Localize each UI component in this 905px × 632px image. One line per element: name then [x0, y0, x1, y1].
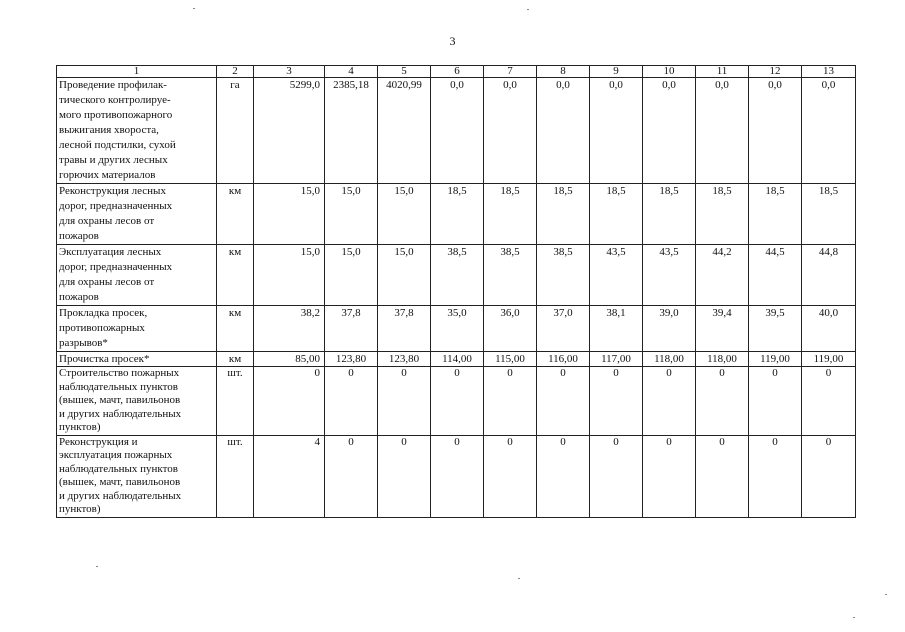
value-cell: 0	[696, 435, 749, 517]
measure-unit: км	[217, 352, 254, 367]
value-cell: 117,00	[590, 352, 643, 367]
value-cell: 4	[254, 435, 325, 517]
value-cell: 18,5	[696, 184, 749, 245]
column-header-3: 3	[254, 66, 325, 78]
table-row	[57, 352, 856, 367]
value-cell: 0	[484, 367, 537, 436]
column-header-8: 8	[537, 66, 590, 78]
value-cell: 0	[325, 367, 378, 436]
value-cell: 0,0	[590, 78, 643, 184]
value-cell: 0	[378, 435, 431, 517]
value-cell: 15,0	[325, 245, 378, 306]
value-cell: 0	[254, 367, 325, 436]
column-header-1: 1	[57, 66, 217, 78]
measure-name: Прокладка просек, противопожарных разрывов*	[57, 306, 217, 352]
page-number: 3	[449, 34, 456, 48]
value-cell: 4020,99	[378, 78, 431, 184]
column-header-7: 7	[484, 66, 537, 78]
value-cell: 0	[749, 435, 802, 517]
value-cell: 18,5	[431, 184, 484, 245]
measure-unit: га	[217, 78, 254, 184]
value-cell: 0,0	[431, 78, 484, 184]
value-cell: 0,0	[643, 78, 696, 184]
value-cell: 0,0	[484, 78, 537, 184]
value-cell: 0	[802, 367, 856, 436]
column-header-4: 4	[325, 66, 378, 78]
value-cell: 0,0	[537, 78, 590, 184]
column-header-5: 5	[378, 66, 431, 78]
value-cell: 35,0	[431, 306, 484, 352]
header-row	[57, 66, 856, 78]
table-row	[57, 184, 856, 245]
value-cell: 119,00	[749, 352, 802, 367]
value-cell: 39,4	[696, 306, 749, 352]
value-cell: 18,5	[590, 184, 643, 245]
measure-name: Реконструкция и эксплуатация пожарных наблюдательных пунктов (вышек, мачт, павильонов и других наблюдательных пунктов)	[57, 435, 217, 517]
column-header-11: 11	[696, 66, 749, 78]
value-cell: 123,80	[325, 352, 378, 367]
forest-fire-measures-table	[56, 65, 856, 518]
column-header-2: 2	[217, 66, 254, 78]
value-cell: 0	[590, 367, 643, 436]
value-cell: 0	[696, 367, 749, 436]
measure-name: Реконструкция лесных дорог, предназначенных для охраны лесов от пожаров	[57, 184, 217, 245]
column-header-13: 13	[802, 66, 856, 78]
value-cell: 0	[643, 367, 696, 436]
value-cell: 5299,0	[254, 78, 325, 184]
value-cell: 43,5	[590, 245, 643, 306]
value-cell: 38,2	[254, 306, 325, 352]
value-cell: 37,8	[325, 306, 378, 352]
value-cell: 15,0	[378, 245, 431, 306]
table-row	[57, 367, 856, 436]
value-cell: 123,80	[378, 352, 431, 367]
column-header-6: 6	[431, 66, 484, 78]
value-cell: 18,5	[484, 184, 537, 245]
value-cell: 39,5	[749, 306, 802, 352]
measure-unit: км	[217, 306, 254, 352]
table-row	[57, 78, 856, 184]
value-cell: 40,0	[802, 306, 856, 352]
table-row	[57, 435, 856, 517]
value-cell: 0,0	[696, 78, 749, 184]
value-cell: 38,1	[590, 306, 643, 352]
measure-name: Эксплуатация лесных дорог, предназначенных для охраны лесов от пожаров	[57, 245, 217, 306]
value-cell: 44,2	[696, 245, 749, 306]
table-row	[57, 245, 856, 306]
value-cell: 37,0	[537, 306, 590, 352]
value-cell: 85,00	[254, 352, 325, 367]
value-cell: 44,8	[802, 245, 856, 306]
value-cell: 2385,18	[325, 78, 378, 184]
measure-name: Строительство пожарных наблюдательных пунктов (вышек, мачт, павильонов и других наблюдательных пунктов)	[57, 367, 217, 436]
value-cell: 0	[537, 367, 590, 436]
value-cell: 0	[484, 435, 537, 517]
value-cell: 15,0	[254, 184, 325, 245]
value-cell: 0	[802, 435, 856, 517]
value-cell: 0,0	[802, 78, 856, 184]
value-cell: 15,0	[325, 184, 378, 245]
value-cell: 38,5	[537, 245, 590, 306]
measure-unit: км	[217, 245, 254, 306]
value-cell: 37,8	[378, 306, 431, 352]
measure-unit: шт.	[217, 367, 254, 436]
value-cell: 15,0	[254, 245, 325, 306]
column-header-12: 12	[749, 66, 802, 78]
value-cell: 118,00	[696, 352, 749, 367]
value-cell: 39,0	[643, 306, 696, 352]
value-cell: 18,5	[537, 184, 590, 245]
value-cell: 114,00	[431, 352, 484, 367]
value-cell: 119,00	[802, 352, 856, 367]
value-cell: 115,00	[484, 352, 537, 367]
value-cell: 15,0	[378, 184, 431, 245]
value-cell: 18,5	[643, 184, 696, 245]
value-cell: 0	[643, 435, 696, 517]
value-cell: 43,5	[643, 245, 696, 306]
measure-name: Проведение профилак- тического контролируе- мого противопожарного выжигания хвороста, лесной подстилки, сухой травы и других лесных горючих материалов	[57, 78, 217, 184]
measure-unit: шт.	[217, 435, 254, 517]
value-cell: 38,5	[484, 245, 537, 306]
value-cell: 0	[749, 367, 802, 436]
table-row	[57, 306, 856, 352]
value-cell: 0	[590, 435, 643, 517]
measure-unit: км	[217, 184, 254, 245]
value-cell: 38,5	[431, 245, 484, 306]
value-cell: 0	[325, 435, 378, 517]
value-cell: 0	[537, 435, 590, 517]
value-cell: 0	[378, 367, 431, 436]
column-header-10: 10	[643, 66, 696, 78]
value-cell: 44,5	[749, 245, 802, 306]
value-cell: 116,00	[537, 352, 590, 367]
value-cell: 0	[431, 435, 484, 517]
value-cell: 36,0	[484, 306, 537, 352]
value-cell: 18,5	[749, 184, 802, 245]
value-cell: 0	[431, 367, 484, 436]
value-cell: 0,0	[749, 78, 802, 184]
measure-name: Прочистка просек*	[57, 352, 217, 367]
value-cell: 118,00	[643, 352, 696, 367]
column-header-9: 9	[590, 66, 643, 78]
value-cell: 18,5	[802, 184, 856, 245]
